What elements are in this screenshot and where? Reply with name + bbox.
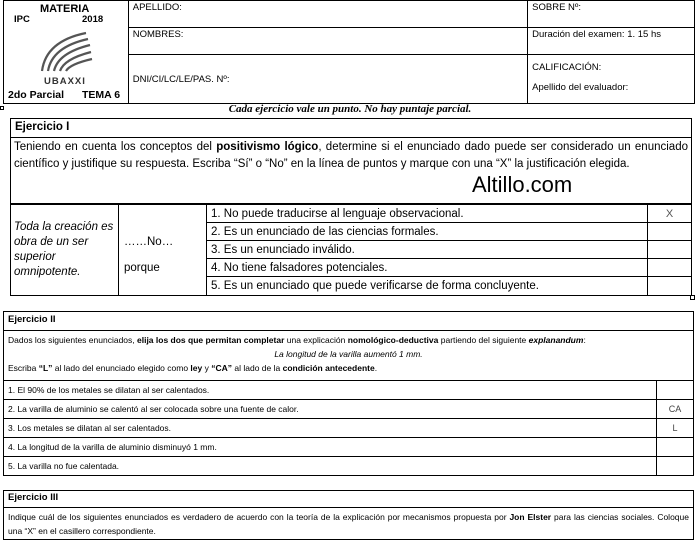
ej2-line-3 — [8, 361, 689, 375]
nombres-field[interactable] — [128, 28, 527, 55]
ej1-instr-a: Teniendo en cuenta los conceptos del — [14, 141, 217, 153]
logo-cell — [4, 1, 129, 104]
subtitle: Cada ejercicio vale un punto. No hay puntaje parcial. — [228, 103, 472, 115]
ej3-instr-b: para las ciencias sociales. Coloque una “X” en el casillero correspondiente. — [8, 512, 689, 536]
ej1-mark-4[interactable] — [648, 259, 692, 277]
calificacion-label: CALIFICACIÓN: — [532, 62, 602, 73]
ej1-table — [10, 204, 692, 296]
ej2-l3-d: ley — [190, 363, 203, 373]
logo-text: UBAXXI — [44, 76, 86, 87]
ej2-mark-5[interactable] — [657, 457, 694, 476]
dni-label: DNI/CI/LC/LE/PAS. Nº: — [132, 73, 230, 85]
year: 2018 — [82, 14, 104, 25]
parcial-label: 2do Parcial — [8, 89, 65, 101]
ej2-instructions — [3, 330, 694, 381]
corner-handle — [0, 106, 4, 110]
nombres-label: NOMBRES: — [132, 29, 184, 40]
ej1-mark-1[interactable]: X — [648, 205, 692, 223]
dni-field[interactable] — [128, 55, 527, 104]
ej2-l1-d: nomológico-deductiva — [347, 335, 439, 345]
ej1-instr-b: , determine si el enunciado dado puede ser considerado un enunciado científico y justifique su respuesta. Escriba “Sí” o “No” en la línea de puntos y marque con una “X” la justificación elegida. — [14, 141, 688, 170]
ej3-title-box — [3, 490, 694, 508]
ej1-answer: ……No… — [124, 236, 174, 248]
ej1-porque: porque — [124, 262, 160, 274]
ej1-instr-bold: positivismo lógico — [216, 141, 319, 153]
ej3-instr-bold: Jon Elster — [509, 512, 552, 522]
ej2-l3-e: y — [202, 363, 212, 373]
ubaxxi-logo-icon — [34, 27, 94, 73]
duracion-label: Duración del examen: 1. 15 hs — [532, 29, 662, 40]
ej3-instr-a: Indique cuál de los siguientes enunciados es verdadero de acuerdo con la teoría de la explicación por mecanismos propuesta por — [8, 512, 510, 522]
ej3-title: Ejercicio III — [8, 492, 59, 503]
ej2-l3-i: . — [374, 363, 378, 373]
ej2-l3-g: al lado de la — [232, 363, 283, 373]
evaluador-label: Apellido del evaluador: — [532, 82, 629, 93]
ej2-explanandum: La longitud de la varilla aumentó 1 mm. — [274, 349, 423, 359]
ej1-instructions — [10, 137, 692, 204]
materia-code: IPC — [14, 14, 30, 25]
ej1-statement: Toda la creación es obra de un ser superior omnipotente. — [11, 205, 119, 296]
ej2-l1-f: explanandum — [528, 335, 584, 345]
ej1-option-2: 2. Es un enunciado de las ciencias formales. — [207, 223, 648, 241]
duracion-cell — [528, 28, 695, 55]
ej2-mark-3[interactable]: L — [657, 419, 694, 438]
ej2-l3-f: “CA” — [211, 363, 233, 373]
ej2-l1-c: una explicación — [284, 335, 348, 345]
ej2-table — [3, 380, 694, 476]
ej2-row-3: 3. Los metales se dilatan al ser calentados. — [4, 419, 657, 438]
ej2-mark-2[interactable]: CA — [657, 400, 694, 419]
ej1-title-box — [10, 118, 692, 138]
ej2-title-box — [3, 311, 694, 331]
ej2-row-4: 4. La longitud de la varilla de aluminio disminuyó 1 mm. — [4, 438, 657, 457]
sobre-field[interactable] — [528, 1, 695, 28]
ej1-answer-cell[interactable] — [119, 205, 207, 296]
ej1-option-4: 4. No tiene falsadores potenciales. — [207, 259, 648, 277]
ej2-l3-b: “L” — [38, 363, 53, 373]
watermark: Altillo.com — [472, 172, 573, 197]
calificacion-cell[interactable] — [528, 55, 695, 104]
ej2-row-1: 1. El 90% de los metales se dilatan al ser calentados. — [4, 381, 657, 400]
ej1-mark-5[interactable] — [648, 277, 692, 296]
apellido-label: APELLIDO: — [132, 2, 182, 13]
ej1-title: Ejercicio I — [15, 121, 70, 133]
ej2-l1-a: Dados los siguientes enunciados, — [8, 335, 137, 345]
ej2-mark-4[interactable] — [657, 438, 694, 457]
tema-label: TEMA 6 — [82, 89, 121, 101]
ej2-line-1 — [8, 333, 689, 347]
sobre-label: SOBRE Nº: — [532, 2, 582, 13]
materia-label: MATERIA — [40, 3, 90, 15]
ej2-l1-g: : — [583, 335, 586, 345]
ej1-option-1: 1. No puede traducirse al lenguaje observacional. — [207, 205, 648, 223]
ej2-row-5: 5. La varilla no fue calentada. — [4, 457, 657, 476]
ej2-title: Ejercicio II — [8, 314, 56, 325]
ej2-l3-a: Escriba — [8, 363, 39, 373]
corner-handle-2 — [690, 295, 695, 300]
ej3-instructions — [3, 507, 694, 540]
ej2-l3-h: condición antecedente — [282, 363, 375, 373]
ej1-option-5: 5. Es un enunciado que puede verificarse de forma concluyente. — [207, 277, 648, 296]
apellido-field[interactable] — [128, 1, 527, 28]
ej2-l3-c: al lado del enunciado elegido como — [52, 363, 191, 373]
ej2-mark-1[interactable] — [657, 381, 694, 400]
ej1-mark-2[interactable] — [648, 223, 692, 241]
ej1-mark-3[interactable] — [648, 241, 692, 259]
ej2-l1-b: elija los dos que permitan completar — [137, 335, 285, 345]
ej2-l1-e: partiendo del siguiente — [438, 335, 529, 345]
ej2-row-2: 2. La varilla de aluminio se calentó al ser colocada sobre una fuente de calor. — [4, 400, 657, 419]
header-table — [3, 0, 695, 104]
ej1-option-3: 3. Es un enunciado inválido. — [207, 241, 648, 259]
